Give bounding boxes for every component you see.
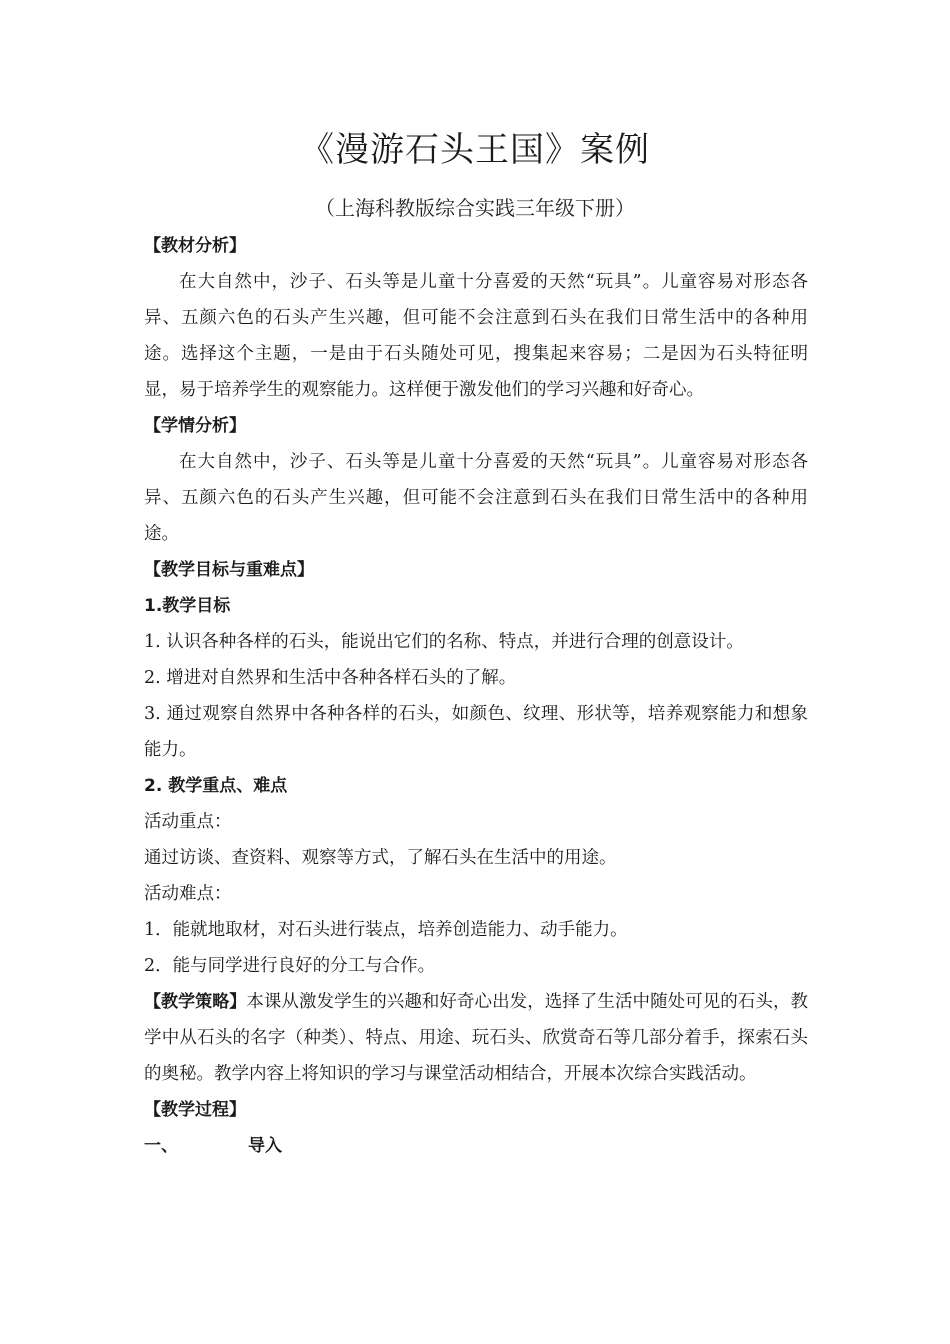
students-paragraph: 在大自然中，沙子、石头等是儿童十分喜爱的天然“玩具”。儿童容易对形态各异、五颜六色的石头产生兴趣，但可能不会注意到石头在我们日常生活中的各种用途。 — [144, 452, 808, 544]
goal-item: 2. 增进对自然界和生活中各种各样石头的了解。 — [144, 668, 517, 688]
key-points-subheading: 2. 教学重点、难点 — [144, 776, 288, 796]
document-title: 《漫游石头王国》案例 — [300, 130, 650, 170]
goal-item: 1. 认识各种各样的石头，能说出它们的名称、特点，并进行合理的创意设计。 — [144, 632, 744, 652]
process-step-title: 导入 — [248, 1136, 282, 1156]
difficulty-item: 2．能与同学进行良好的分工与合作。 — [144, 956, 436, 976]
section-heading-process: 【教学过程】 — [144, 1100, 246, 1120]
difficulty-item: 1．能就地取材，对石头进行装点，培养创造能力、动手能力。 — [144, 920, 628, 940]
section-heading-students: 【学情分析】 — [144, 416, 246, 436]
strategy-paragraph — [144, 984, 808, 1092]
process-step-heading — [144, 1128, 808, 1164]
difficulty-label: 活动难点： — [144, 884, 232, 904]
process-step-number: 一、 — [144, 1136, 178, 1156]
key-point-text: 通过访谈、查资料、观察等方式，了解石头在生活中的用途。 — [144, 848, 617, 868]
key-point-label: 活动重点： — [144, 812, 232, 832]
strategy-label: 【教学策略】 — [144, 992, 247, 1012]
goal-item: 3. 通过观察自然界中各种各样的石头，如颜色、纹理、形状等，培养观察能力和想象能力。 — [144, 704, 808, 760]
strategy-text: 本课从激发学生的兴趣和好奇心出发，选择了生活中随处可见的石头，教学中从石头的名字（种类）、特点、用途、玩石头、欣赏奇石等几部分着手，探索石头的奥秘。教学内容上将知识的学习与课堂活动相结合，开展本次综合实践活动。 — [144, 992, 809, 1084]
section-heading-material: 【教材分析】 — [144, 236, 246, 256]
material-paragraph: 在大自然中，沙子、石头等是儿童十分喜爱的天然“玩具”。儿童容易对形态各异、五颜六色的石头产生兴趣，但可能不会注意到石头在我们日常生活中的各种用途。选择这个主题，一是由于石头随处可见，搜集起来容易；二是因为石头特征明显，易于培养学生的观察能力。这样便于激发他们的学习兴趣和好奇心。 — [144, 272, 808, 400]
goals-subheading: 1.教学目标 — [144, 596, 231, 616]
document-subtitle: （上海科教版综合实践三年级下册） — [315, 196, 635, 220]
section-heading-goals: 【教学目标与重难点】 — [144, 560, 314, 580]
document-body — [144, 228, 808, 1164]
